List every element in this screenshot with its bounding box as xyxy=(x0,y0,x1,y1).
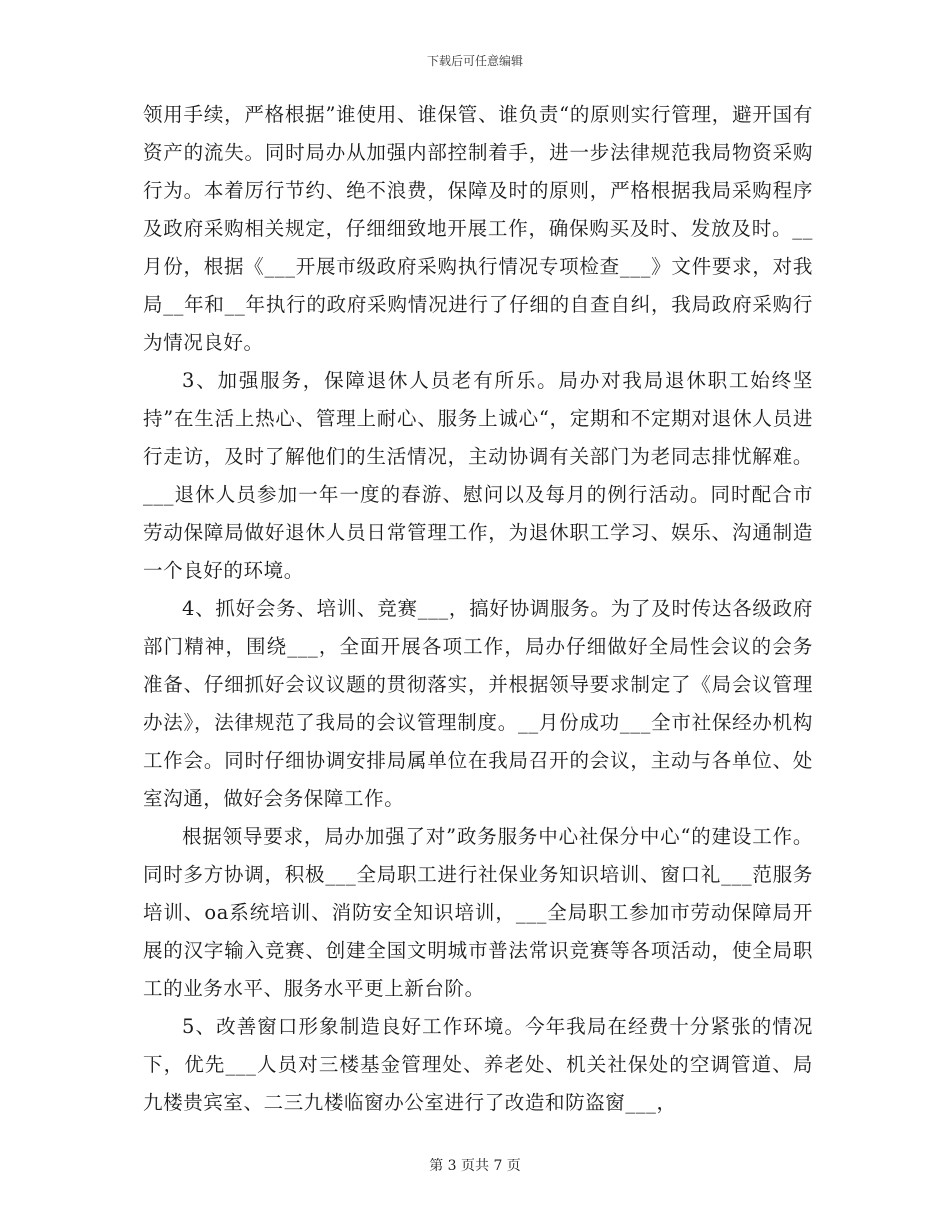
paragraph-3: 4、抓好会务、培训、竞赛___，搞好协调服务。为了及时传达各级政府部门精神，围绕___，全面开展各项工作，局办仔细做好全局性会议的会务准备、仔细抓好会议议题的贯彻落实，并根据领导要求制定了《局会议管理办法》，法律规范了我局的会议管理制度。__月份成功___全市社保经办机构工作会。同时仔细协调安排局属单位在我局召开的会议，主动与各单位、处室沟通，做好会务保障工作。 xyxy=(143,597,813,810)
page-header: 下载后可任意编辑 xyxy=(426,54,523,68)
page-number: 第 3 页共 7 页 xyxy=(429,1158,521,1174)
document-body xyxy=(143,96,813,1122)
paragraph-5: 5、改善窗口形象制造良好工作环境。今年我局在经费十分紧张的情况下，优先___人员对三楼基金管理处、养老处、机关社保处的空调管道、局九楼贵宾室、二三九楼临窗办公室进行了改造和防盗窗___， xyxy=(143,1015,813,1114)
paragraph-2: 3、加强服务，保障退休人员老有所乐。局办对我局退休职工始终坚持”在生活上热心、管理上耐心、服务上诚心“，定期和不定期对退休人员进行走访，及时了解他们的生活情况，主动协调有关部门为老同志排忧解难。___退休人员参加一年一度的春游、慰问以及每月的例行活动。同时配合市劳动保障局做好退休人员日常管理工作，为退休职工学习、娱乐、沟通制造一个良好的环境。 xyxy=(143,369,813,582)
paragraph-4: 根据领导要求，局办加强了对”政务服务中心社保分中心“的建设工作。同时多方协调，积极___全局职工进行社保业务知识培训、窗口礼___范服务培训、oa系统培训、消防安全知识培训，___全局职工参加市劳动保障局开展的汉字输入竞赛、创建全国文明城市普法常识竞赛等各项活动，使全局职工的业务水平、服务水平更上新台阶。 xyxy=(143,825,813,1000)
paragraph-1: 领用手续，严格根据”谁使用、谁保管、谁负责“的原则实行管理，避开国有资产的流失。同时局办从加强内部控制着手，进一步法律规范我局物资采购行为。本着厉行节约、绝不浪费，保障及时的原则，严格根据我局采购程序及政府采购相关规定，仔细细致地开展工作，确保购买及时、发放及时。__月份，根据《___开展市级政府采购执行情况专项检查___》文件要求，对我局__年和__年执行的政府采购情况进行了仔细的自查自纠，我局政府采购行为情况良好。 xyxy=(143,103,813,354)
